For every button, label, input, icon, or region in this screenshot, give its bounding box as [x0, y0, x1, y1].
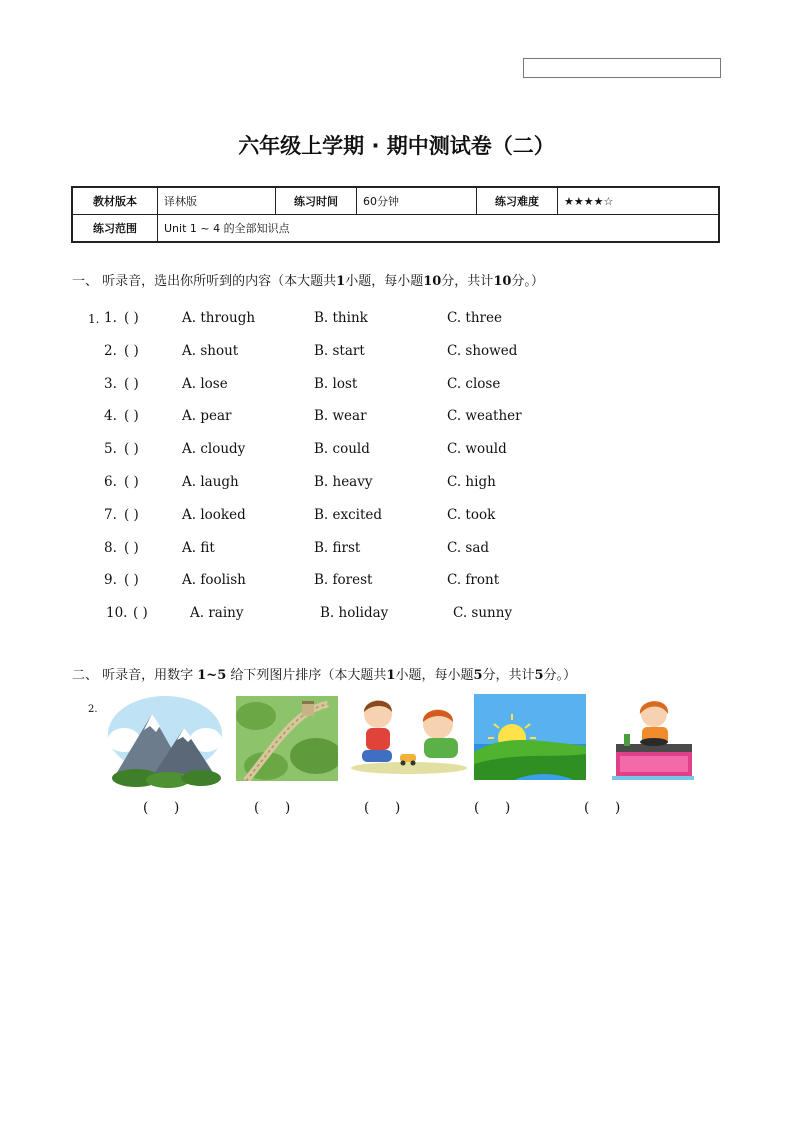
option-b: B. lost: [314, 375, 358, 392]
difficulty-value: ★★★★☆: [558, 187, 720, 215]
option-b: B. holiday: [320, 605, 389, 622]
answer-parenthesis: ( ): [124, 572, 139, 589]
picture-answer-blank: ( ): [584, 800, 621, 816]
picture-answer-blank: ( ): [364, 800, 401, 816]
question-row: [0, 408, 793, 428]
children-playing-picture: [350, 692, 468, 774]
section-1-heading: 一、 听录音，选出你所听到的内容（本大题共1小题，每小题10分，共计10分。）: [72, 274, 544, 289]
option-a: A. cloudy: [182, 441, 246, 458]
option-c: C. would: [447, 441, 507, 458]
option-a: A. shout: [182, 342, 239, 359]
question-row: [0, 540, 793, 560]
option-a: A. foolish: [182, 572, 246, 589]
option-c: C. front: [447, 572, 500, 589]
question-row: [0, 474, 793, 494]
difficulty-label: 练习难度: [477, 187, 558, 215]
answer-parenthesis: ( ): [124, 441, 139, 458]
option-c: C. weather: [447, 408, 522, 425]
question-row: [0, 572, 793, 592]
option-b: B. wear: [314, 408, 367, 425]
option-c: C. high: [447, 474, 496, 490]
picture-answer-blank: ( ): [474, 800, 511, 816]
answer-parenthesis: ( ): [124, 474, 139, 490]
question-number: 8.: [104, 539, 117, 556]
option-a: A. fit: [182, 539, 215, 556]
answer-parenthesis: ( ): [124, 342, 139, 359]
answer-parenthesis: ( ): [124, 310, 139, 326]
question-number: 9.: [104, 572, 117, 589]
option-a: A. pear: [182, 408, 232, 425]
option-b: B. start: [314, 342, 365, 359]
question-row: [0, 376, 793, 396]
option-c: C. showed: [447, 342, 518, 359]
section-2-heading: 二、 听录音，用数字 1~5 给下列图片排序（本大题共1小题，每小题5分，共计5分。）: [72, 668, 577, 683]
question-row: [0, 310, 793, 330]
question-number: 4.: [104, 408, 117, 425]
page-title: 六年级上学期 · 期中测试卷（二）: [238, 134, 555, 158]
answer-parenthesis: ( ): [124, 506, 139, 523]
picture-answer-blank: ( ): [143, 800, 180, 816]
option-b: B. could: [314, 441, 370, 458]
time-label: 练习时间: [276, 187, 357, 215]
option-b: B. think: [314, 310, 368, 326]
great-wall-picture: [236, 696, 338, 781]
textbook-label: 教材版本: [72, 187, 158, 215]
answer-parenthesis: ( ): [124, 539, 139, 556]
answer-parenthesis: ( ): [124, 375, 139, 392]
sunrise-landscape-picture: [474, 694, 586, 780]
option-c: C. close: [447, 375, 501, 392]
option-c: C. sunny: [453, 605, 513, 622]
option-a: A. through: [182, 310, 256, 326]
option-c: C. sad: [447, 539, 490, 556]
option-a: A. lose: [182, 375, 228, 392]
mountain-picture: [106, 694, 224, 788]
option-c: C. took: [447, 506, 496, 523]
question-number: 2.: [104, 342, 117, 359]
option-b: B. forest: [314, 572, 373, 589]
question-row: [0, 343, 793, 363]
question-2-number: 2.: [88, 704, 98, 715]
question-number: 3.: [104, 375, 117, 392]
option-c: C. three: [447, 310, 502, 326]
question-number: 5.: [104, 441, 117, 458]
info-table: [71, 186, 720, 243]
scope-label: 练习范围: [72, 215, 158, 243]
question-number: 1.: [104, 310, 117, 326]
header-input-box: [523, 58, 721, 78]
option-b: B. heavy: [314, 474, 373, 490]
option-a: A. laugh: [182, 474, 239, 490]
option-a: A. looked: [182, 506, 246, 523]
scope-value: Unit 1 ~ 4 的全部知识点: [158, 215, 720, 243]
question-number: 6.: [104, 474, 117, 490]
option-b: B. excited: [314, 506, 383, 523]
answer-parenthesis: ( ): [124, 408, 139, 425]
question-row: [0, 507, 793, 527]
textbook-value: 译林版: [158, 187, 276, 215]
question-row: [0, 605, 793, 625]
time-value: 60分钟: [357, 187, 477, 215]
question-number: 10.: [106, 605, 128, 622]
question-1-number: 1.: [88, 312, 100, 326]
question-row: [0, 441, 793, 461]
picture-answer-blank: ( ): [254, 800, 291, 816]
question-number: 7.: [104, 506, 117, 523]
option-b: B. first: [314, 539, 361, 556]
girl-cooking-picture: [610, 692, 694, 782]
option-a: A. rainy: [190, 605, 244, 622]
answer-parenthesis: ( ): [133, 605, 148, 622]
